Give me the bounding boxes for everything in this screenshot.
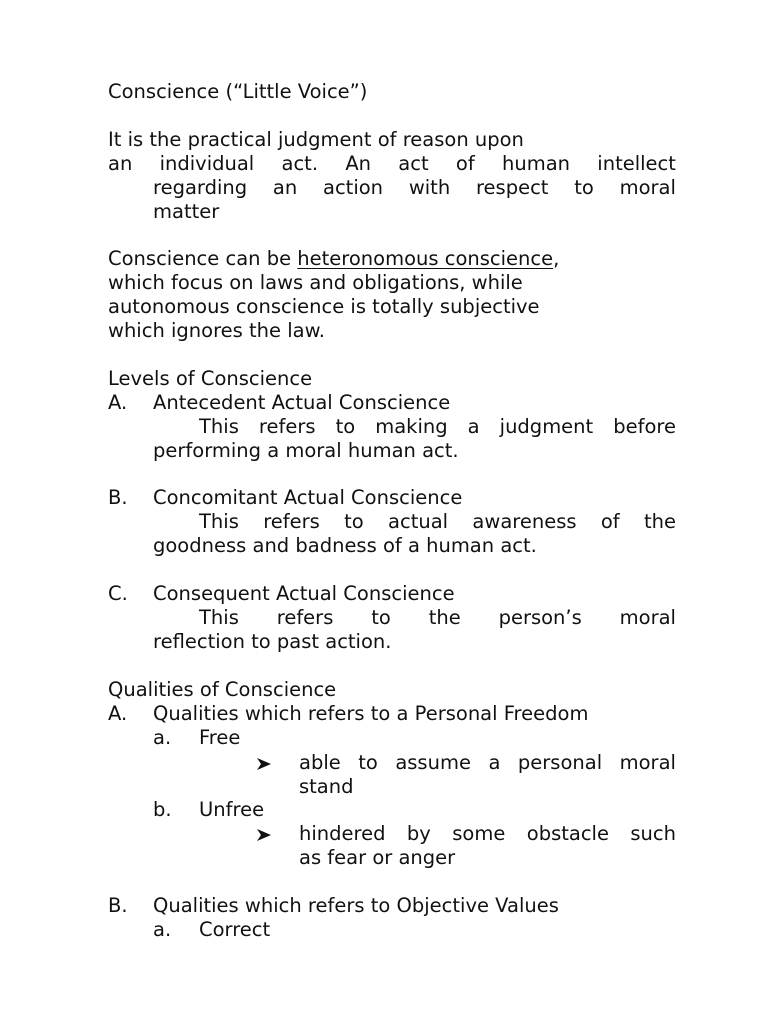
word: the [428,606,461,629]
level-title: Concomitant Actual Conscience [153,486,463,509]
quality-item-label: Unfree [199,798,265,821]
level-description-line-2: goodness and badness of a human act. [153,534,537,557]
word: person’s [498,606,582,629]
document-title: Conscience (“Little Voice”) [108,80,368,103]
word: an [272,176,298,199]
word: act. [281,152,319,175]
level-marker: B. [108,486,128,509]
level-marker: A. [108,391,128,414]
types-line-1-suffix: , [553,247,560,270]
word: to [371,606,391,629]
word: personal [517,751,603,774]
word: a [488,751,501,774]
level-description-line-2: performing a moral human act. [153,439,459,462]
quality-item-label: Free [199,726,241,749]
word: This [199,415,239,438]
word: awareness [472,510,577,533]
level-description-line-1 [199,415,676,439]
word: to [344,510,364,533]
quality-group-marker: B. [108,894,128,917]
arrow-bullet-icon [256,827,272,843]
arrow-bullet-icon [256,756,272,772]
definition-line-3 [153,176,676,200]
word: This [199,606,239,629]
types-line-1 [108,247,559,271]
word: with [408,176,451,199]
level-title: Consequent Actual Conscience [153,582,455,605]
types-line-3: autonomous conscience is totally subjective [108,295,540,318]
quality-bullet-line-2: as fear or anger [299,846,456,869]
types-line-2: which focus on laws and obligations, while [108,271,523,294]
quality-item-marker: a. [153,726,172,749]
qualities-heading: Qualities of Conscience [108,678,337,701]
word: refers [276,606,334,629]
level-title: Antecedent Actual Conscience [153,391,451,414]
quality-group-title: Qualities which refers to Objective Values [153,894,559,917]
word: intellect [597,152,676,175]
definition-line-4: matter [153,200,220,223]
word: respect [475,176,549,199]
word: This [199,510,239,533]
types-line-1-prefix: Conscience can be [108,247,298,270]
heteronomous-conscience-term: heteronomous conscience [297,247,554,270]
quality-bullet-line-1 [299,751,676,775]
word: by [406,822,431,845]
quality-item-label: Correct [199,918,271,941]
definition-line-1: It is the practical judgment of reason upon [108,128,524,151]
word: individual [159,152,255,175]
word: action [323,176,384,199]
word: an [108,152,133,175]
level-description-line-1 [199,606,676,630]
quality-bullet-line-2: stand [299,775,354,798]
level-marker: C. [108,582,128,605]
word: such [630,822,676,845]
word: moral [619,606,676,629]
word: refers [258,415,316,438]
quality-bullet-line-1 [299,822,676,846]
word: to [335,415,356,438]
word: assume [395,751,471,774]
word: to [358,751,378,774]
levels-heading: Levels of Conscience [108,367,313,390]
word: An [345,152,372,175]
word: some [452,822,506,845]
word: refers [263,510,320,533]
quality-item-marker: b. [153,798,172,821]
word: to [574,176,594,199]
word: of [455,152,475,175]
word: able [299,751,341,774]
word: act [398,152,429,175]
word: moral [619,751,676,774]
types-line-4: which ignores the law. [108,319,325,342]
quality-item-marker: a. [153,918,172,941]
word: hindered [299,822,386,845]
word: judgment [499,415,594,438]
quality-group-title: Qualities which refers to a Personal Freedom [153,702,589,725]
word: a [467,415,480,438]
word: making [375,415,448,438]
word: obstacle [526,822,609,845]
definition-line-2 [108,152,676,176]
word: the [643,510,676,533]
word: regarding [153,176,248,199]
word: moral [619,176,676,199]
word: before [613,415,676,438]
quality-group-marker: A. [108,702,128,725]
level-description-line-2: reflection to past action. [153,630,392,653]
word: human [501,152,571,175]
word: actual [388,510,449,533]
level-description-line-1 [199,510,676,534]
word: of [600,510,620,533]
